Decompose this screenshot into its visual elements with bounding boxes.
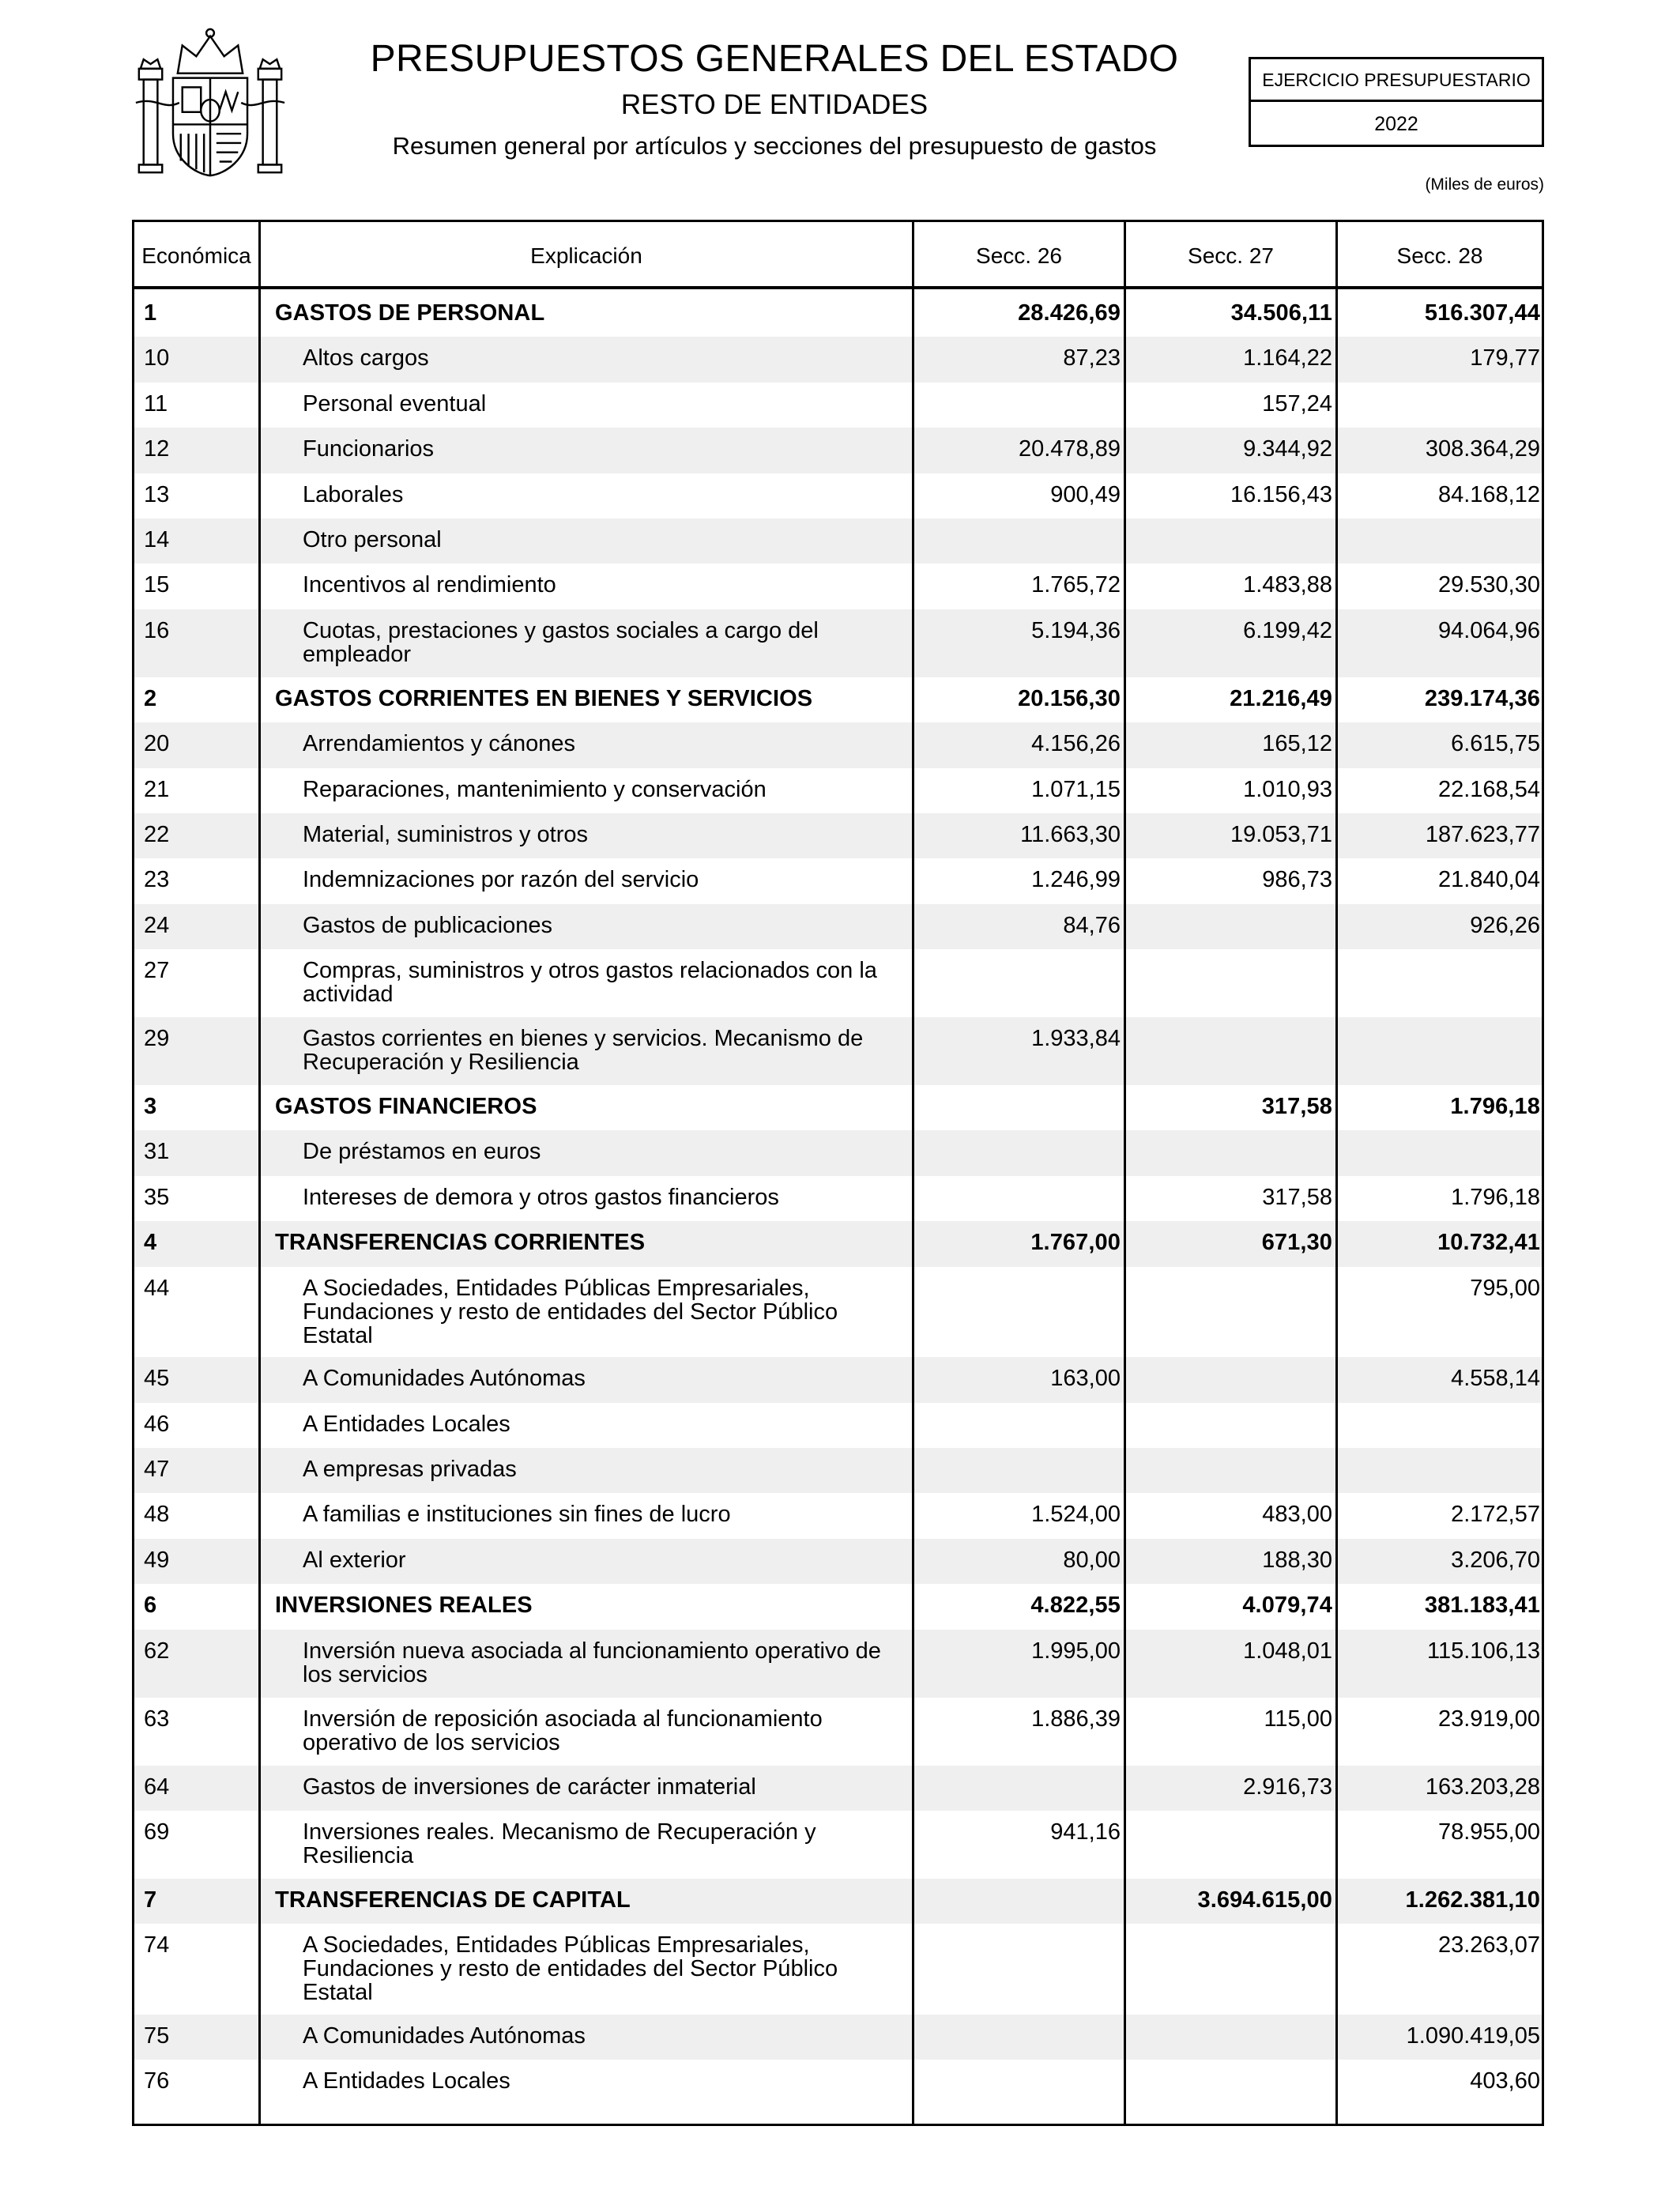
table-row bbox=[134, 1267, 1542, 1358]
row-value-s26 bbox=[917, 2015, 1121, 2024]
row-value-s28: 1.090.419,05 bbox=[1406, 2022, 1540, 2049]
row-value-s28: 3.206,70 bbox=[1451, 1547, 1540, 1573]
page-description: Resumen general por artículos y secciones del presupuesto de gastos bbox=[392, 132, 1157, 160]
table-row bbox=[134, 1493, 1542, 1538]
row-value-s27: 1.010,93 bbox=[1243, 776, 1332, 802]
exercise-label: EJERCICIO PRESUPUESTARIO bbox=[1251, 59, 1542, 102]
row-explanation: A Comunidades Autónomas bbox=[303, 1366, 586, 1392]
row-value-s28 bbox=[1340, 1130, 1540, 1140]
page-title: PRESUPUESTOS GENERALES DEL ESTADO bbox=[370, 38, 1179, 80]
row-value-s26: 1.524,00 bbox=[1031, 1502, 1121, 1528]
row-value-s27: 3.694.615,00 bbox=[1197, 1887, 1332, 1913]
row-value-s26 bbox=[917, 949, 1121, 959]
row-value-s27: 21.216,49 bbox=[1230, 685, 1332, 711]
row-explanation: Intereses de demora y otros gastos financieros bbox=[303, 1184, 779, 1210]
row-explanation: Personal eventual bbox=[303, 390, 487, 417]
table-row bbox=[134, 1176, 1542, 1221]
row-value-s27: 188,30 bbox=[1262, 1547, 1332, 1573]
row-value-s27: 986,73 bbox=[1262, 867, 1332, 893]
row-value-s28: 29.530,30 bbox=[1437, 572, 1540, 598]
row-value-s26 bbox=[917, 2060, 1121, 2069]
coat-of-arms-icon bbox=[133, 25, 288, 180]
row-value-s26: 5.194,36 bbox=[1031, 617, 1121, 643]
table-row bbox=[134, 1130, 1542, 1175]
row-explanation: Laborales bbox=[303, 481, 404, 507]
row-value-s26 bbox=[917, 1448, 1121, 1457]
row-explanation: A familias e instituciones sin fines de lucro bbox=[303, 1502, 731, 1528]
table-row bbox=[134, 1811, 1542, 1879]
row-value-s28: 187.623,77 bbox=[1425, 821, 1540, 847]
row-value-s26 bbox=[917, 1924, 1121, 1933]
title-block bbox=[300, 35, 1249, 164]
row-value-s28 bbox=[1340, 1448, 1540, 1457]
row-explanation: GASTOS CORRIENTES EN BIENES Y SERVICIOS bbox=[275, 685, 813, 711]
row-value-s27: 165,12 bbox=[1262, 731, 1332, 757]
row-code: 13 bbox=[144, 481, 170, 507]
table-row bbox=[134, 428, 1542, 473]
row-explanation: De préstamos en euros bbox=[303, 1139, 541, 1165]
row-code: 35 bbox=[144, 1184, 170, 1210]
row-explanation: Al exterior bbox=[303, 1547, 406, 1573]
row-explanation: Cuotas, prestaciones y gastos sociales a cargo del empleador bbox=[303, 617, 819, 667]
table-row bbox=[134, 1584, 1542, 1629]
row-explanation: Inversión de reposición asociada al funcionamiento operativo de los servicios bbox=[303, 1706, 823, 1755]
row-explanation: Gastos de inversiones de carácter inmaterial bbox=[303, 1774, 756, 1800]
table-row bbox=[134, 1017, 1542, 1085]
row-explanation: Arrendamientos y cánones bbox=[303, 731, 575, 757]
row-explanation: A Sociedades, Entidades Públicas Empresariales, Fundaciones y resto de entidades del Sector Público Estatal bbox=[303, 1275, 838, 1348]
row-code: 7 bbox=[144, 1887, 157, 1913]
row-value-s28: 84.168,12 bbox=[1437, 481, 1540, 507]
row-explanation: A Entidades Locales bbox=[303, 1411, 510, 1437]
row-value-s27: 4.079,74 bbox=[1242, 1593, 1332, 1619]
row-explanation: Material, suministros y otros bbox=[303, 821, 588, 847]
row-code: 4 bbox=[144, 1230, 157, 1256]
row-code: 10 bbox=[144, 345, 170, 371]
row-explanation: GASTOS DE PERSONAL bbox=[275, 300, 545, 326]
units-label: (Miles de euros) bbox=[1425, 175, 1544, 194]
row-value-s26: 1.765,72 bbox=[1031, 572, 1121, 598]
row-value-s27: 115,00 bbox=[1264, 1706, 1332, 1732]
table-row bbox=[134, 1403, 1542, 1448]
row-code: 15 bbox=[144, 572, 170, 598]
row-explanation: Incentivos al rendimiento bbox=[303, 572, 556, 598]
row-code: 12 bbox=[144, 436, 170, 462]
table-row bbox=[134, 722, 1542, 767]
row-explanation: Indemnizaciones por razón del servicio bbox=[303, 867, 699, 893]
row-value-s26: 1.246,99 bbox=[1031, 867, 1121, 893]
row-value-s26: 11.663,30 bbox=[1020, 821, 1121, 847]
table-row bbox=[134, 2060, 1542, 2105]
table-row bbox=[134, 1085, 1542, 1130]
row-value-s26: 900,49 bbox=[1050, 481, 1121, 507]
row-value-s28: 115.106,13 bbox=[1427, 1638, 1540, 1664]
table-row bbox=[134, 1357, 1542, 1402]
row-value-s28: 239.174,36 bbox=[1424, 685, 1540, 711]
table-row bbox=[134, 1221, 1542, 1266]
row-value-s27: 6.199,42 bbox=[1243, 617, 1332, 643]
row-explanation: TRANSFERENCIAS DE CAPITAL bbox=[275, 1887, 631, 1913]
row-value-s28: 22.168,54 bbox=[1437, 776, 1540, 802]
row-explanation: Inversiones reales. Mecanismo de Recuperación y Resiliencia bbox=[303, 1819, 816, 1868]
row-value-s28: 926,26 bbox=[1470, 912, 1540, 938]
row-explanation: TRANSFERENCIAS CORRIENTES bbox=[275, 1230, 646, 1256]
column-divider bbox=[1124, 222, 1126, 2124]
exercise-box bbox=[1249, 57, 1544, 147]
row-value-s28: 6.615,75 bbox=[1451, 731, 1540, 757]
row-value-s27: 2.916,73 bbox=[1243, 1774, 1332, 1800]
table-row bbox=[134, 1630, 1542, 1698]
row-code: 45 bbox=[144, 1366, 170, 1392]
row-value-s26 bbox=[917, 1879, 1121, 1888]
table-row bbox=[134, 904, 1542, 949]
row-value-s28: 1.796,18 bbox=[1451, 1184, 1540, 1210]
row-value-s28: 1.796,18 bbox=[1450, 1094, 1540, 1120]
table-row bbox=[134, 1766, 1542, 1811]
row-code: 2 bbox=[144, 685, 157, 711]
col-header-s27: Secc. 27 bbox=[1188, 243, 1274, 268]
row-value-s27 bbox=[1128, 1448, 1332, 1457]
row-value-s28: 403,60 bbox=[1470, 2068, 1540, 2094]
table-row bbox=[134, 1879, 1542, 1924]
row-value-s26: 941,16 bbox=[1050, 1819, 1121, 1845]
row-value-s28: 10.732,41 bbox=[1437, 1230, 1540, 1256]
row-value-s26: 163,00 bbox=[1050, 1366, 1121, 1392]
row-value-s27: 317,58 bbox=[1262, 1184, 1332, 1210]
row-code: 49 bbox=[144, 1547, 170, 1573]
row-value-s28 bbox=[1340, 1403, 1540, 1412]
row-explanation: Funcionarios bbox=[303, 436, 435, 462]
table-row bbox=[134, 1698, 1542, 1766]
row-explanation: Gastos corrientes en bienes y servicios. Mecanismo de Recuperación y Resiliencia bbox=[303, 1026, 864, 1076]
row-value-s28: 381.183,41 bbox=[1424, 1593, 1540, 1619]
table-row bbox=[134, 609, 1542, 677]
row-value-s28: 23.919,00 bbox=[1437, 1706, 1540, 1732]
column-divider bbox=[258, 222, 261, 2124]
table-row bbox=[134, 292, 1542, 337]
row-value-s27: 157,24 bbox=[1262, 390, 1332, 417]
row-value-s28: 1.262.381,10 bbox=[1405, 1887, 1540, 1913]
row-value-s28 bbox=[1340, 1017, 1540, 1027]
row-explanation: Reparaciones, mantenimiento y conservación bbox=[303, 776, 767, 802]
row-value-s26: 1.933,84 bbox=[1031, 1026, 1121, 1052]
table-row bbox=[134, 1539, 1542, 1584]
table-row bbox=[134, 1448, 1542, 1493]
table-row bbox=[134, 518, 1542, 564]
column-divider bbox=[912, 222, 914, 2124]
row-code: 75 bbox=[144, 2022, 170, 2049]
row-value-s28: 4.558,14 bbox=[1451, 1366, 1540, 1392]
col-header-explanation: Explicación bbox=[530, 243, 642, 268]
row-value-s27: 1.048,01 bbox=[1243, 1638, 1332, 1664]
table-row bbox=[134, 337, 1542, 382]
row-explanation: Inversión nueva asociada al funcionamiento operativo de los servicios bbox=[303, 1638, 881, 1687]
row-value-s27 bbox=[1128, 1130, 1332, 1140]
table-row bbox=[134, 768, 1542, 813]
row-code: 6 bbox=[144, 1593, 157, 1619]
row-explanation: Altos cargos bbox=[303, 345, 429, 371]
exercise-year: 2022 bbox=[1374, 113, 1418, 135]
table-row bbox=[134, 473, 1542, 518]
row-code: 69 bbox=[144, 1819, 170, 1845]
row-code: 62 bbox=[144, 1638, 170, 1664]
row-value-s26 bbox=[917, 518, 1121, 528]
row-explanation: GASTOS FINANCIEROS bbox=[275, 1094, 537, 1120]
row-value-s28 bbox=[1340, 383, 1540, 392]
row-value-s26: 20.156,30 bbox=[1018, 685, 1121, 711]
row-value-s28: 795,00 bbox=[1470, 1275, 1540, 1301]
row-value-s27 bbox=[1128, 518, 1332, 528]
row-value-s27: 1.164,22 bbox=[1243, 345, 1332, 371]
row-code: 24 bbox=[144, 912, 170, 938]
row-code: 29 bbox=[144, 1026, 170, 1052]
row-value-s28: 516.307,44 bbox=[1424, 300, 1540, 326]
row-value-s28: 21.840,04 bbox=[1437, 867, 1540, 893]
row-value-s27 bbox=[1128, 1811, 1332, 1820]
table-header bbox=[134, 222, 1542, 289]
table-row bbox=[134, 383, 1542, 428]
row-explanation: Compras, suministros y otros gastos relacionados con la actividad bbox=[303, 958, 877, 1008]
row-value-s26 bbox=[917, 1267, 1121, 1276]
row-value-s26: 1.767,00 bbox=[1030, 1230, 1121, 1256]
row-value-s26 bbox=[917, 1403, 1121, 1412]
row-explanation: Gastos de publicaciones bbox=[303, 912, 552, 938]
page-subtitle: RESTO DE ENTIDADES bbox=[620, 89, 929, 120]
row-value-s27 bbox=[1128, 904, 1332, 914]
row-code: 46 bbox=[144, 1411, 170, 1437]
row-value-s26 bbox=[917, 1176, 1121, 1186]
table-row bbox=[134, 813, 1542, 858]
row-value-s28: 308.364,29 bbox=[1425, 436, 1540, 462]
row-value-s28 bbox=[1340, 518, 1540, 528]
row-value-s26: 1.071,15 bbox=[1031, 776, 1121, 802]
row-value-s28: 2.172,57 bbox=[1451, 1502, 1540, 1528]
row-code: 76 bbox=[144, 2068, 170, 2094]
budget-table bbox=[132, 220, 1544, 2126]
table-body bbox=[134, 292, 1542, 2105]
row-code: 14 bbox=[144, 526, 170, 552]
row-value-s26: 4.822,55 bbox=[1030, 1593, 1121, 1619]
row-value-s26: 80,00 bbox=[1063, 1547, 1121, 1573]
row-code: 22 bbox=[144, 821, 170, 847]
row-value-s27 bbox=[1128, 1017, 1332, 1027]
row-value-s27: 1.483,88 bbox=[1243, 572, 1332, 598]
col-header-code: Económica bbox=[141, 243, 251, 268]
row-code: 47 bbox=[144, 1457, 170, 1483]
row-value-s28: 23.263,07 bbox=[1437, 1932, 1540, 1958]
row-code: 21 bbox=[144, 776, 170, 802]
row-code: 74 bbox=[144, 1932, 170, 1958]
row-explanation: Otro personal bbox=[303, 526, 442, 552]
row-value-s28: 78.955,00 bbox=[1437, 1819, 1540, 1845]
row-value-s27: 9.344,92 bbox=[1243, 436, 1332, 462]
row-value-s28: 179,77 bbox=[1470, 345, 1540, 371]
table-row bbox=[134, 564, 1542, 609]
row-value-s26: 84,76 bbox=[1063, 912, 1121, 938]
table-row bbox=[134, 1924, 1542, 2015]
row-code: 31 bbox=[144, 1139, 170, 1165]
table-row bbox=[134, 949, 1542, 1017]
row-value-s27: 671,30 bbox=[1261, 1230, 1332, 1256]
row-code: 44 bbox=[144, 1275, 170, 1301]
table-row bbox=[134, 2015, 1542, 2060]
row-value-s26: 28.426,69 bbox=[1018, 300, 1121, 326]
row-value-s27 bbox=[1128, 2060, 1332, 2069]
row-value-s27 bbox=[1128, 1924, 1332, 1933]
row-value-s27 bbox=[1128, 2015, 1332, 2024]
row-explanation: A Entidades Locales bbox=[303, 2068, 510, 2094]
row-code: 3 bbox=[144, 1094, 157, 1120]
row-code: 1 bbox=[144, 300, 157, 326]
row-value-s27: 16.156,43 bbox=[1230, 481, 1332, 507]
column-divider bbox=[1335, 222, 1338, 2124]
row-code: 27 bbox=[144, 958, 170, 984]
row-value-s26 bbox=[917, 383, 1121, 392]
col-header-s26: Secc. 26 bbox=[976, 243, 1062, 268]
row-value-s26 bbox=[917, 1766, 1121, 1775]
row-value-s26 bbox=[917, 1130, 1121, 1140]
row-value-s27: 19.053,71 bbox=[1230, 821, 1332, 847]
row-value-s27 bbox=[1128, 1357, 1332, 1367]
row-value-s28 bbox=[1340, 949, 1540, 959]
row-value-s28: 163.203,28 bbox=[1425, 1774, 1540, 1800]
row-value-s26: 20.478,89 bbox=[1018, 436, 1121, 462]
row-value-s26 bbox=[917, 1085, 1121, 1095]
row-explanation: A Comunidades Autónomas bbox=[303, 2022, 586, 2049]
row-value-s28: 94.064,96 bbox=[1437, 617, 1540, 643]
row-value-s26: 1.995,00 bbox=[1031, 1638, 1121, 1664]
row-value-s27: 483,00 bbox=[1262, 1502, 1332, 1528]
row-value-s27 bbox=[1128, 1403, 1332, 1412]
row-value-s26: 4.156,26 bbox=[1031, 731, 1121, 757]
row-explanation: A Sociedades, Entidades Públicas Empresariales, Fundaciones y resto de entidades del Sector Público Estatal bbox=[303, 1932, 838, 2006]
row-value-s26: 87,23 bbox=[1063, 345, 1121, 371]
row-code: 63 bbox=[144, 1706, 170, 1732]
table-row bbox=[134, 677, 1542, 722]
col-header-s28: Secc. 28 bbox=[1396, 243, 1483, 268]
row-code: 20 bbox=[144, 731, 170, 757]
row-explanation: INVERSIONES REALES bbox=[275, 1593, 533, 1619]
row-code: 64 bbox=[144, 1774, 170, 1800]
row-value-s27: 317,58 bbox=[1261, 1094, 1332, 1120]
row-explanation: A empresas privadas bbox=[303, 1457, 517, 1483]
row-code: 11 bbox=[144, 390, 168, 417]
row-value-s27 bbox=[1128, 1267, 1332, 1276]
row-value-s27: 34.506,11 bbox=[1230, 300, 1332, 326]
row-code: 48 bbox=[144, 1502, 170, 1528]
row-code: 23 bbox=[144, 867, 170, 893]
row-value-s26: 1.886,39 bbox=[1031, 1706, 1121, 1732]
row-code: 16 bbox=[144, 617, 170, 643]
table-row bbox=[134, 858, 1542, 903]
row-value-s27 bbox=[1128, 949, 1332, 959]
